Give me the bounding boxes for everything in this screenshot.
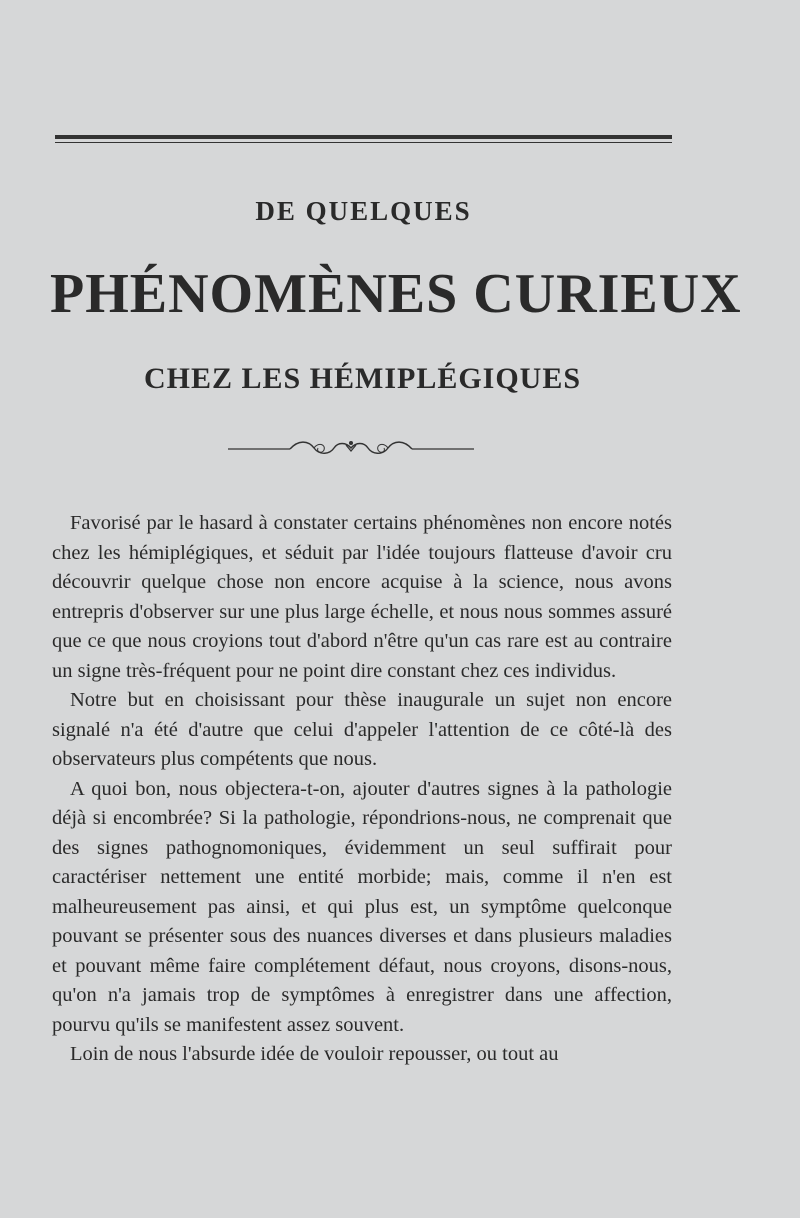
body-text <box>52 509 672 1070</box>
paragraph-4: Loin de nous l'absurde idée de vouloir repousser, ou tout au <box>70 1043 559 1065</box>
paragraph-1: Favorisé par le hasard à constater certains phénomènes non encore notés chez les hémiplégiques, et séduit par l'idée toujours flatteuse d'avoir cru découvrir quelque chose non encore acquise à la science, nous avons entrepris d'observer sur une plus large échelle, et nous nous sommes assuré que ce que nous croyions tout d'abord n'être qu'un cas rare est au contraire un signe très-fréquent pour ne point dire constant chez ces individus. <box>52 512 672 682</box>
title-line-3: CHEZ LES HÉMIPLÉGIQUES <box>143 362 582 395</box>
title-line-1: DE QUELQUES <box>255 196 472 226</box>
header-rule-thin <box>55 142 672 143</box>
paragraph-2: Notre but en choisissant pour thèse inaugurale un sujet non encore signalé n'a été d'autre que celui d'appeler l'attention de ce côté-là des observateurs plus compétents que nous. <box>52 689 672 770</box>
paragraph-3: A quoi bon, nous objectera-t-on, ajouter d'autres signes à la pathologie déjà si encombrée? Si la pathologie, répondrions-nous, ne comprenait que des signes pathognomoniques, évidemment un seul suffirait pour caractériser nettement une entité morbide; mais, comme il n'en est malheureusement pas ainsi, et qui plus est, un symptôme quelconque pouvant se présenter sous des nuances diverses et dans plusieurs maladies et pouvant même faire complétement défaut, nous croyons, disons-nous, qu'on n'a jamais trop de symptômes à enregistrer dans une affection, pourvu qu'ils se manifestent assez souvent. <box>52 777 672 1036</box>
title-line-2: PHÉNOMÈNES CURIEUX <box>50 263 742 325</box>
header-rule-thick <box>55 135 672 139</box>
decorative-flourish-icon <box>228 436 474 458</box>
